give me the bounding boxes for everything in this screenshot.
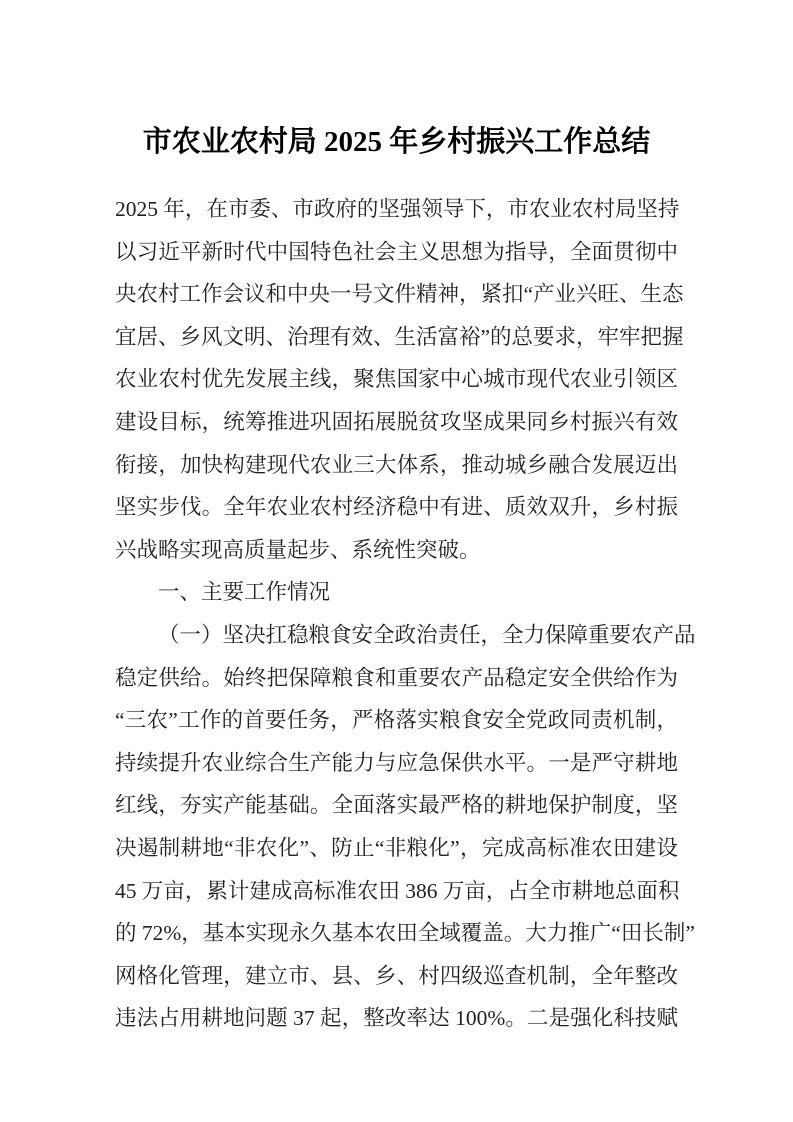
text-line: 2025 年，在市委、市政府的坚强领导下，市农业农村局坚持 — [115, 197, 680, 221]
text-line: 45 万亩，累计建成高标准农田 386 万亩，占全市耕地总面积 — [115, 878, 680, 903]
text-line: 坚实步伐。全年农业农村经济稳中有进、质效双升，乡村振 — [115, 495, 678, 520]
text-line: 建设目标，统筹推进巩固拓展脱贫攻坚成果同乡村振兴有效 — [115, 409, 678, 434]
text-line: 决遏制耕地“非农化”、防止“非粮化”，完成高标准农田建设 — [115, 835, 678, 860]
text-line: 违法占用耕地问题 37 起，整改率达 100%。二是强化科技赋 — [115, 1006, 678, 1031]
text-line: “三农”工作的首要任务，严格落实粮食安全党政同责机制， — [115, 708, 678, 733]
text-line: 网格化管理，建立市、县、乡、村四级巡查机制，全年整改 — [115, 963, 678, 988]
text-line: 宜居、乡风文明、治理有效、生活富裕”的总要求，牢牢把握 — [115, 324, 684, 349]
text-line: 央农村工作会议和中央一号文件精神，紧扣“产业兴旺、生态 — [115, 282, 684, 307]
text-line: 红线，夯实产能基础。全面落实最严格的耕地保护制度，坚 — [115, 793, 678, 818]
text-line: 以习近平新时代中国特色社会主义思想为指导，全面贯彻中 — [115, 239, 678, 264]
paragraph-intro — [115, 188, 684, 571]
text-line: 衔接，加快构建现代农业三大体系，推动城乡融合发展迈出 — [115, 452, 678, 477]
text-line: 稳定供给。始终把保障粮食和重要农产品稳定安全供给作为 — [115, 665, 678, 690]
text-line: 农业农村优先发展主线，聚焦国家中心城市现代农业引领区 — [115, 367, 678, 392]
section-heading — [115, 571, 678, 614]
heading-line: 一、主要工作情况 — [158, 580, 331, 605]
paragraph-section-1 — [115, 614, 696, 1040]
text-line: 持续提升农业综合生产能力与应急保供水平。一是严守耕地 — [115, 750, 678, 775]
text-line: 兴战略实现高质量起步、系统性突破。 — [115, 537, 481, 562]
text-line: 的 72%，基本实现永久基本农田全域覆盖。大力推广“田长制” — [115, 921, 695, 946]
text-line: （一）坚决扛稳粮食安全政治责任，全力保障重要农产品 — [158, 622, 696, 647]
document-title: 市农业农村局 2025 年乡村振兴工作总结 — [142, 126, 651, 158]
